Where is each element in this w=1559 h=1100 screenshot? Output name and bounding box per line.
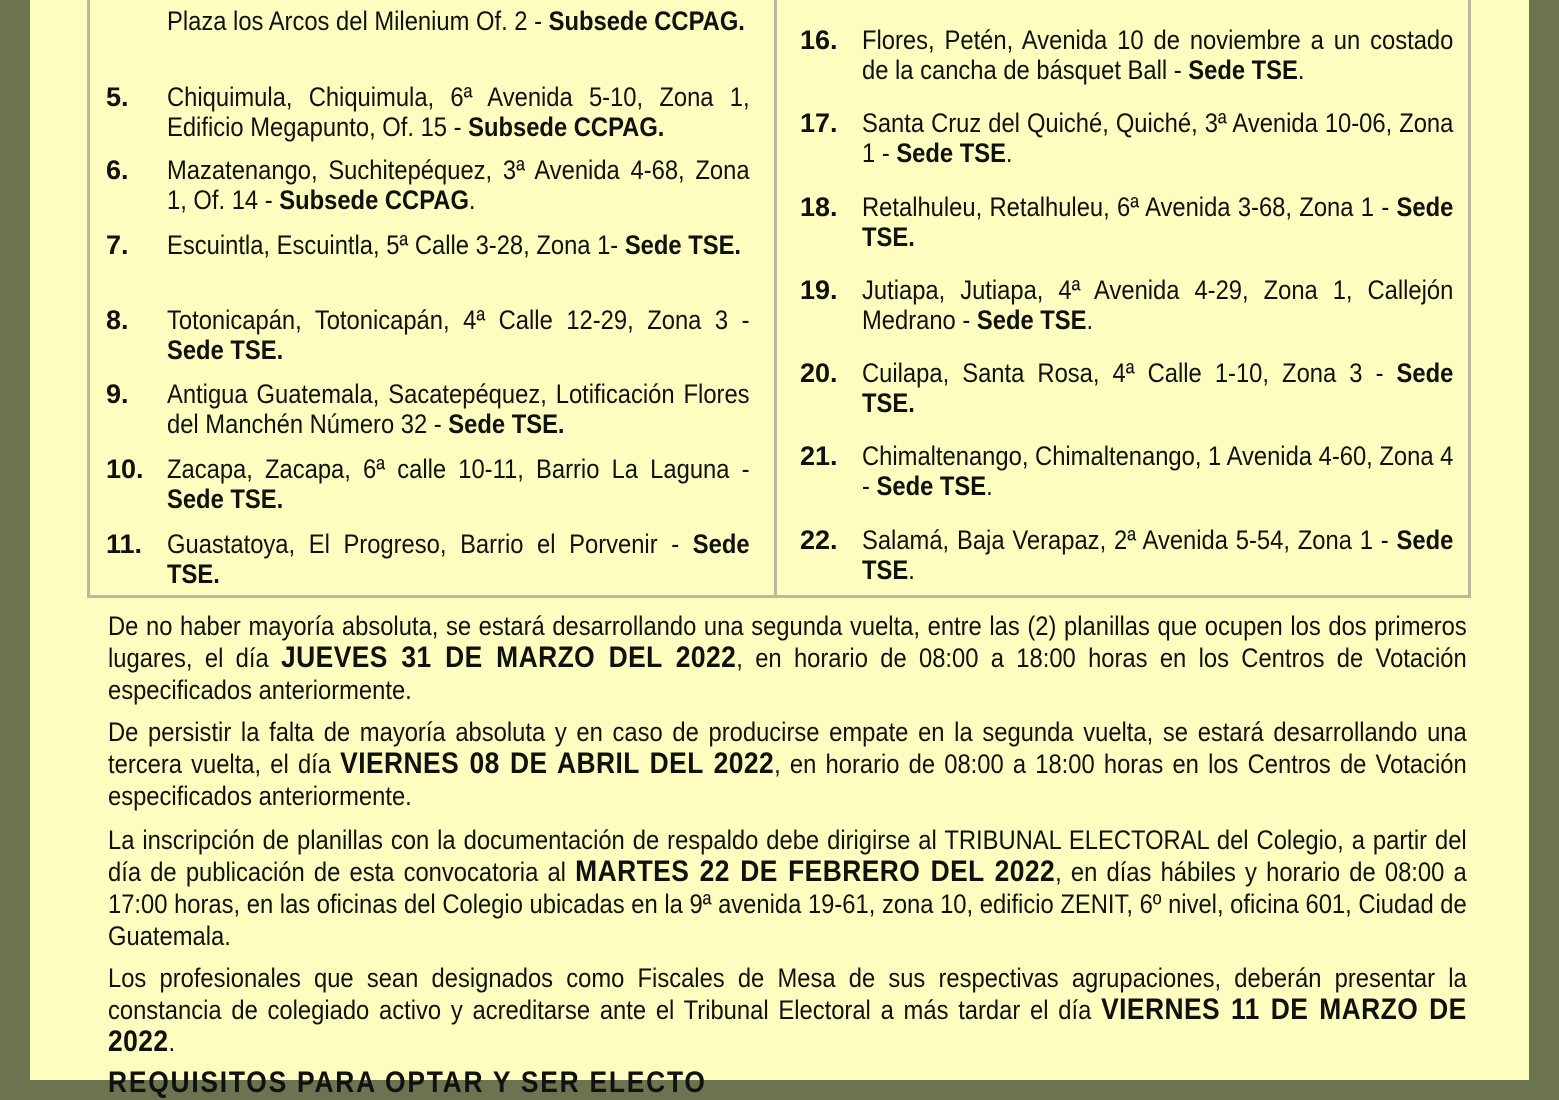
paragraph-fiscales: Los profesionales que sean designados como Fiscales de Mesa de sus respectivas agrupaciones, deberán presentar la constancia de colegiado activo y acreditarse ante el Tribunal Electoral a más tardar el día VIERNES 11 DE MARZO DE 2022.	[108, 963, 1467, 1058]
list-item: Escuintla, Escuintla, 5ª Calle 3-28, Zona 1- Sede TSE.	[167, 230, 742, 260]
item-number: 16.	[800, 25, 838, 55]
item-number: 22.	[800, 525, 838, 555]
list-item: Guastatoya, El Progreso, Barrio el Porvenir - Sede TSE.	[167, 529, 750, 589]
item-number: 11.	[106, 529, 143, 559]
section-heading: REQUISITOS PARA OPTAR Y SER ELECTO	[108, 1066, 707, 1099]
item-number: 9.	[106, 379, 129, 409]
item-number: 20.	[800, 358, 838, 388]
document-page	[30, 0, 1529, 1099]
item-number: 17.	[800, 108, 838, 138]
list-item: Flores, Petén, Avenida 10 de noviembre a un costado de la cancha de básquet Ball - Sede TSE.	[862, 25, 1454, 85]
item-number: 7.	[106, 230, 129, 260]
item-number: 18.	[800, 192, 838, 222]
column-divider	[774, 0, 777, 596]
paragraph-third-round: De persistir la falta de mayoría absoluta y en caso de producirse empate en la segunda vuelta, se estará desarrollando una tercera vuelta, el día VIERNES 08 DE ABRIL DEL 2022, en horario de 08:00 a 18:00 horas en los Centros de Votación especificados anteriormente.	[108, 717, 1467, 811]
item-number: 5.	[106, 82, 129, 112]
paragraph-second-round: De no haber mayoría absoluta, se estará desarrollando una segunda vuelta, entre las (2) planillas que ocupen los dos primeros lugares, el día JUEVES 31 DE MARZO DEL 2022, en horario de 08:00 a 18:00 horas en los Centros de Votación especificados anteriormente.	[108, 611, 1467, 705]
list-item: Retalhuleu, Retalhuleu, 6ª Avenida 3-68, Zona 1 - Sede TSE.	[862, 192, 1454, 252]
list-item: Cuilapa, Santa Rosa, 4ª Calle 1-10, Zona 3 - Sede TSE.	[862, 358, 1454, 418]
item-number: 8.	[106, 305, 129, 335]
item-number: 21.	[800, 441, 838, 471]
list-item: Mazatenango, Suchitepéquez, 3ª Avenida 4-68, Zona 1, Of. 14 - Subsede CCPAG.	[167, 155, 750, 215]
list-item: Plaza los Arcos del Milenium Of. 2 - Subsede CCPAG.	[167, 6, 745, 36]
item-number: 6.	[106, 155, 129, 185]
list-item: Zacapa, Zacapa, 6ª calle 10-11, Barrio La Laguna - Sede TSE.	[167, 454, 750, 514]
list-item: Chiquimula, Chiquimula, 6ª Avenida 5-10, Zona 1, Edificio Megapunto, Of. 15 - Subsede CCPAG.	[167, 82, 750, 142]
list-item: Totonicapán, Totonicapán, 4ª Calle 12-29, Zona 3 - Sede TSE.	[167, 305, 750, 365]
list-item: Antigua Guatemala, Sacatepéquez, Lotificación Flores del Manchén Número 32 - Sede TSE.	[167, 379, 750, 439]
paragraph-registration: La inscripción de planillas con la documentación de respaldo debe dirigirse al TRIBUNAL ELECTORAL del Colegio, a partir del día de publicación de esta convocatoria al MARTES 22 DE FEBRERO DEL 2022, en días hábiles y horario de 08:00 a 17:00 horas, en las oficinas del Colegio ubicadas en la 9ª avenida 19-61, zona 10, edificio ZENIT, 6º nivel, oficina 601, Ciudad de Guatemala.	[108, 825, 1467, 951]
list-item: Jutiapa, Jutiapa, 4ª Avenida 4-29, Zona 1, Callejón Medrano - Sede TSE.	[862, 275, 1454, 335]
item-number: 10.	[106, 454, 144, 484]
item-number: 19.	[800, 275, 838, 305]
list-item: Santa Cruz del Quiché, Quiché, 3ª Avenida 10-06, Zona 1 - Sede TSE.	[862, 108, 1454, 168]
list-item: Chimaltenango, Chimaltenango, 1 Avenida 4-60, Zona 4 - Sede TSE.	[862, 441, 1454, 501]
list-item: Salamá, Baja Verapaz, 2ª Avenida 5-54, Zona 1 - Sede TSE.	[862, 525, 1454, 585]
